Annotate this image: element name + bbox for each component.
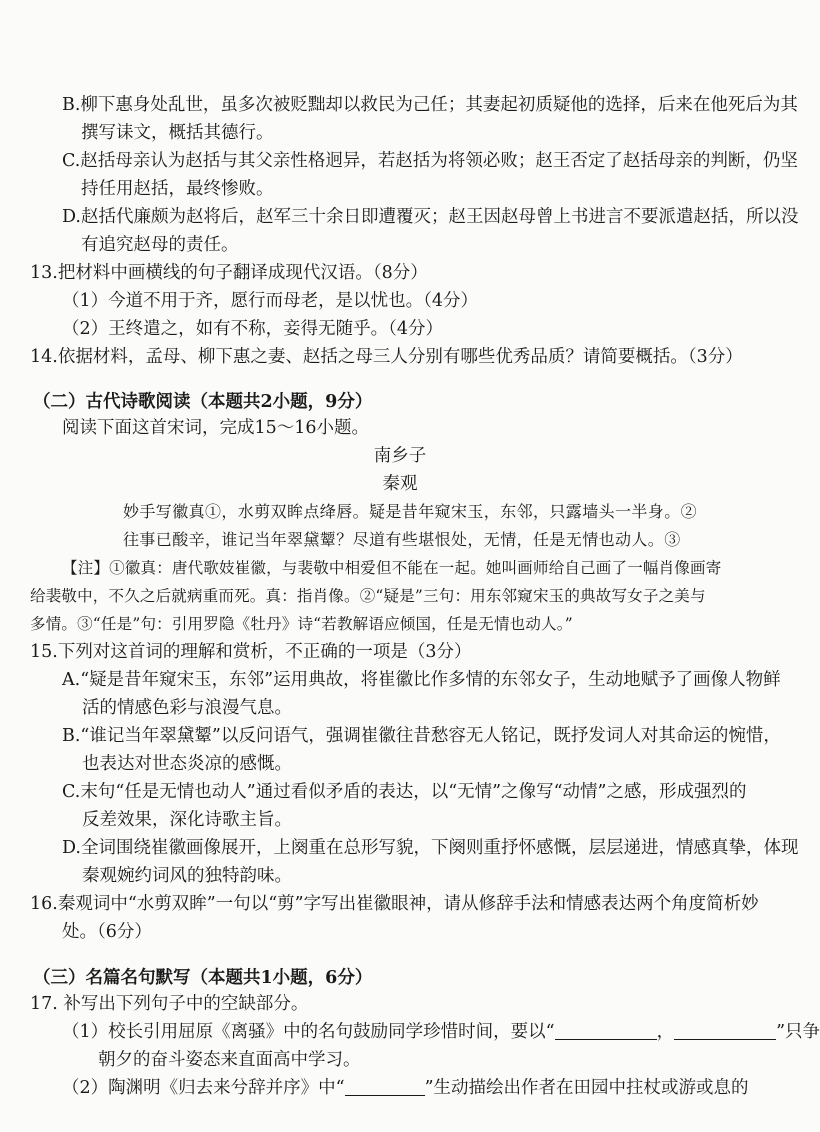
poem-note-2: 给裴敬中，不久之后就病重而死。真：指肖像。②“疑是”三句：用东邻窥宋玉的典故写女子之美与 (30, 587, 706, 605)
poem-note-1: 【注】①徽真：唐代歌妓崔徽，与裴敬中相爱但不能在一起。她叫画师给自己画了一幅肖像画寄 (62, 559, 722, 577)
q16-line-1: 16.秦观词中“水剪双眸”一句以“剪”字写出崔徽眼神，请从修辞手法和情感表达两个角度简析妙 (30, 894, 759, 914)
q15-option-a-line1: A.“疑是昔年窥宋玉，东邻”运用典故，将崔徽比作多情的东邻女子，生动地赋予了画像人物鲜 (62, 670, 781, 690)
q17-item-2-line1 (62, 1076, 749, 1100)
q15-option-d-line1: D.全词围绕崔徽画像展开，上阕重在总形写貌，下阕则重抒怀感慨，层层递进，情感真挚，体现 (62, 838, 799, 858)
q12-option-c-line2: 持任用赵括，最终惨败。 (81, 179, 274, 199)
q15-option-a-line2: 活的情感色彩与浪漫气息。 (82, 698, 292, 718)
q13-sentence-2: （2）王终遣之，如有不称，妾得无随乎。（4分） (62, 319, 444, 339)
answer-blank[interactable] (555, 1022, 657, 1040)
q13-title: 13.把材料中画横线的句子翻译成现代汉语。（8分） (30, 263, 428, 283)
q17-item-1-line1 (62, 1020, 820, 1044)
q15-option-b-line2: 也表达对世态炎凉的感慨。 (82, 754, 292, 774)
q15-option-b-line1: B.“谁记当年翠黛颦”以反问语气，强调崔徽往昔愁容无人铭记，既抒发词人对其命运的惋惜， (62, 726, 781, 746)
answer-blank[interactable] (345, 1078, 425, 1096)
poem-author: 秦观 (382, 474, 418, 494)
q17-item-2-text-b: ”生动描绘出作者在田园中拄杖或游或息的 (424, 1078, 749, 1098)
section2-intro: 阅读下面这首宋词，完成15～16小题。 (62, 418, 370, 438)
q12-option-d-line1: D.赵括代廉颇为赵将后，赵军三十余日即遭覆灭；赵王因赵母曾上书进言不要派遣赵括，所以没 (62, 207, 799, 227)
q17-title: 17. 补写出下列句子中的空缺部分。 (30, 994, 309, 1014)
q17-item-1-line2: 朝夕的奋斗姿态来直面高中学习。 (98, 1050, 361, 1070)
q15-title: 15.下列对这首词的理解和赏析，不正确的一项是（3分） (30, 642, 472, 662)
poem-line-1: 妙手写徽真①，水剪双眸点绛唇。疑是昔年窥宋玉，东邻，只露墙头一半身。② (123, 502, 698, 521)
q17-item-1-text-b: ， (656, 1022, 675, 1042)
q12-option-d-line2: 有追究赵母的责任。 (81, 235, 239, 255)
poem-line-2: 往事已酸辛，谁记当年翠黛颦？尽道有些堪恨处，无情，任是无情也动人。③ (123, 530, 681, 549)
q12-option-b-line1: B.柳下惠身处乱世，虽多次被贬黜却以救民为己任；其妻起初质疑他的选择，后来在他死后为其 (62, 95, 798, 115)
q15-option-d-line2: 秦观婉约词风的独特韵味。 (82, 866, 292, 886)
section3-title: （三）名篇名句默写（本题共1小题，6分） (33, 968, 373, 988)
q17-item-1-text-c: ”只争 (776, 1022, 820, 1042)
q15-option-c-line1: C.末句“任是无情也动人”通过看似矛盾的表达，以“无情”之像写“动情”之感，形成强烈的 (62, 782, 747, 802)
q15-option-c-line2: 反差效果，深化诗歌主旨。 (82, 810, 292, 830)
q17-item-1-text-a: （1）校长引用屈原《离骚》中的名句鼓励同学珍惜时间，要以“ (62, 1022, 555, 1042)
q17-item-2-text-a: （2）陶渊明《归去来兮辞并序》中“ (62, 1078, 345, 1098)
answer-blank[interactable] (674, 1022, 776, 1040)
poem-title: 南乡子 (373, 446, 427, 466)
poem-note-3: 多情。③“任是”句：引用罗隐《牡丹》诗“若教解语应倾国，任是无情也动人。” (30, 615, 573, 633)
q13-sentence-1: （1）今道不用于齐，愿行而母老，是以忧也。（4分） (62, 291, 479, 311)
q12-option-c-line1: C.赵括母亲认为赵括与其父亲性格迥异，若赵括为将领必败；赵王否定了赵括母亲的判断，仍坚 (62, 151, 798, 171)
q14-question: 14.依据材料，孟母、柳下惠之妻、赵括之母三人分别有哪些优秀品质？请简要概括。（3分） (30, 347, 743, 367)
q16-line-2: 处。（6分） (62, 922, 152, 942)
section2-title: （二）古代诗歌阅读（本题共2小题，9分） (33, 392, 373, 412)
q12-option-b-line2: 撰写诔文，概括其德行。 (81, 123, 274, 143)
